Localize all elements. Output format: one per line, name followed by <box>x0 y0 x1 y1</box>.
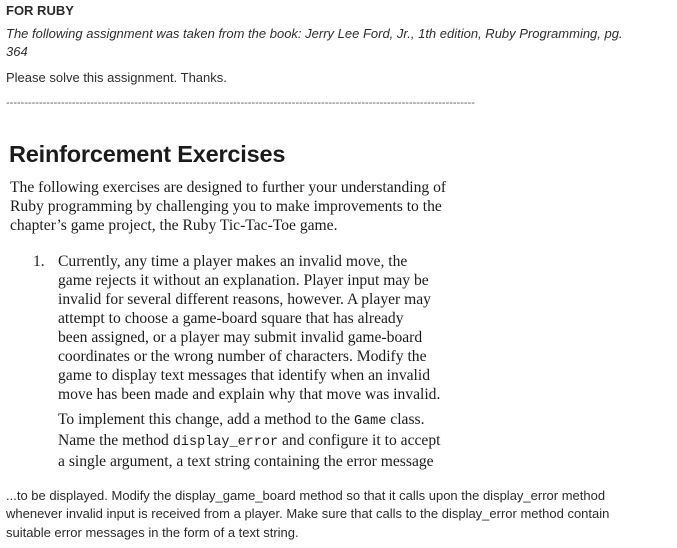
code-game-class: Game <box>353 414 387 429</box>
source-line-2: 364 <box>6 44 28 59</box>
book-intro-line: chapter’s game project, the Ruby Tic-Tac-Toe game. <box>10 217 338 234</box>
question-title: FOR RUBY <box>6 3 74 18</box>
exercise-line: game rejects it without an explanation. Player input may be <box>58 272 429 289</box>
book-intro-line: Ruby programming by challenging you to make improvements to the <box>10 198 442 215</box>
exercise-line: been assigned, or a player may submit invalid game-board <box>58 329 423 346</box>
section-heading: Reinforcement Exercises <box>9 141 286 167</box>
exercise-line: invalid for several different reasons, however. A player may <box>58 291 431 308</box>
source-line-1: The following assignment was taken from the book: Jerry Lee Ford, Jr., 1th edition, Ruby Programming, pg. <box>6 26 623 41</box>
exercise-line <box>58 410 478 431</box>
continuation-text <box>6 487 674 542</box>
exercise-line: Currently, any time a player makes an invalid move, the <box>58 253 408 270</box>
text-fragment: class. <box>386 411 425 428</box>
text-fragment: To implement this change, add a method to the <box>58 411 354 428</box>
book-intro-line: The following exercises are designed to further your understanding of <box>10 179 447 196</box>
exercise-line: a single argument, a text string containing the error message <box>58 453 434 470</box>
assignment-source-text <box>6 25 671 61</box>
continuation-line: suitable error messages in the form of a text string. <box>6 524 299 540</box>
continuation-line: whenever invalid input is received from a player. Make sure that calls to the display_error method contain <box>6 506 610 522</box>
request-text: Please solve this assignment. Thanks. <box>6 70 227 85</box>
book-intro-paragraph <box>10 178 470 235</box>
text-fragment: and configure it to accept <box>278 432 441 449</box>
text-fragment: Name the method <box>58 432 173 449</box>
continuation-line: ...to be displayed. Modify the display_game_board method so that it calls upon the display_error method <box>6 488 606 503</box>
exercise-line <box>58 431 478 452</box>
exercise-number: 1. <box>33 253 45 270</box>
exercise-line: game to display text messages that identify when an invalid <box>58 367 430 384</box>
exercise-line: move has been made and explain why that move was invalid. <box>58 386 441 403</box>
code-display-error: display_error <box>172 435 279 450</box>
exercise-paragraph-1 <box>58 252 478 404</box>
exercise-line: coordinates or the wrong number of characters. Modify the <box>58 348 427 365</box>
exercise-paragraph-2 <box>58 410 478 471</box>
exercise-line: attempt to choose a game-board square that has already <box>58 310 404 327</box>
dashed-separator: -------------------------------------------------------------------------------------------------------------------------------- <box>6 97 475 109</box>
